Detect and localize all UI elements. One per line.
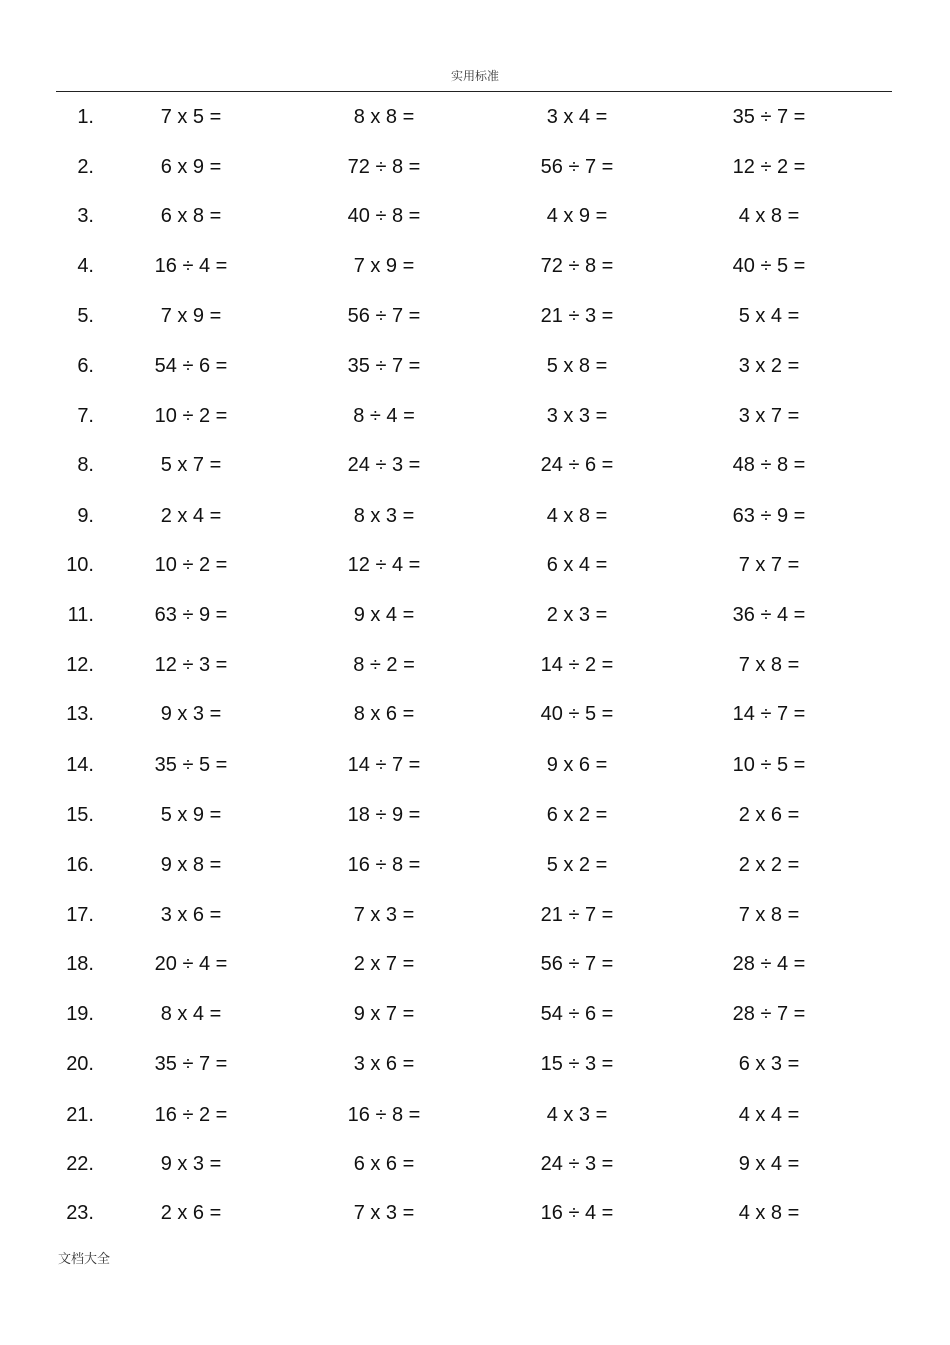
problem-row (0, 346, 950, 386)
problem-expression: 9 x 4 = (738, 1153, 800, 1175)
problem-expression: 4 x 3 = (546, 1104, 608, 1126)
problem-expression: 16 ÷ 4 = (154, 255, 228, 277)
problem-expression: 12 ÷ 2 = (732, 156, 806, 178)
problem-expression: 7 x 3 = (353, 904, 415, 926)
problem-row (0, 147, 950, 187)
problem-expression: 8 x 6 = (353, 703, 415, 725)
problem-expression: 8 x 8 = (353, 106, 415, 128)
problem-number: 18. (66, 953, 94, 975)
problem-expression: 9 x 3 = (160, 1153, 222, 1175)
problem-expression: 14 ÷ 7 = (347, 754, 421, 776)
problem-expression: 35 ÷ 7 = (154, 1053, 228, 1075)
problem-number: 23. (66, 1202, 94, 1224)
problem-expression: 8 ÷ 2 = (353, 654, 415, 676)
problem-expression: 5 x 4 = (738, 305, 800, 327)
problem-expression: 28 ÷ 7 = (732, 1003, 806, 1025)
problem-expression: 7 x 8 = (738, 904, 800, 926)
problem-expression: 3 x 3 = (546, 405, 608, 427)
problem-row (0, 895, 950, 935)
problem-expression: 16 ÷ 2 = (154, 1104, 228, 1126)
problem-expression: 2 x 6 = (160, 1202, 222, 1224)
problem-expression: 6 x 2 = (546, 804, 608, 826)
problem-row (0, 296, 950, 336)
problem-expression: 14 ÷ 7 = (732, 703, 806, 725)
problem-expression: 12 ÷ 3 = (154, 654, 228, 676)
problem-expression: 2 x 4 = (160, 505, 222, 527)
problem-number: 12. (66, 654, 94, 676)
problem-row (0, 795, 950, 835)
problem-row (0, 97, 950, 137)
problem-expression: 4 x 8 = (738, 205, 800, 227)
problem-expression: 35 ÷ 5 = (154, 754, 228, 776)
problem-expression: 4 x 8 = (546, 505, 608, 527)
problem-number: 13. (66, 703, 94, 725)
problem-expression: 7 x 9 = (353, 255, 415, 277)
problem-expression: 24 ÷ 6 = (540, 454, 614, 476)
problem-number: 11. (67, 604, 94, 626)
problem-expression: 9 x 8 = (160, 854, 222, 876)
problem-expression: 8 x 3 = (353, 505, 415, 527)
page-header: 实用标准 (450, 69, 499, 83)
problem-expression: 28 ÷ 4 = (732, 953, 806, 975)
page-footer: 文档大全 (58, 1252, 111, 1267)
problem-number: 6. (77, 355, 94, 377)
problem-expression: 4 x 8 = (738, 1202, 800, 1224)
problem-expression: 12 ÷ 4 = (347, 554, 421, 576)
problem-expression: 2 x 6 = (738, 804, 800, 826)
problem-expression: 72 ÷ 8 = (540, 255, 614, 277)
problem-expression: 2 x 2 = (738, 854, 800, 876)
problem-expression: 40 ÷ 8 = (347, 205, 421, 227)
problem-row (0, 246, 950, 286)
problem-expression: 40 ÷ 5 = (732, 255, 806, 277)
problem-number: 17. (66, 904, 94, 926)
problem-expression: 2 x 3 = (546, 604, 608, 626)
problem-expression: 54 ÷ 6 = (540, 1003, 614, 1025)
problem-number: 20. (66, 1053, 94, 1075)
problem-expression: 6 x 3 = (738, 1053, 800, 1075)
problem-expression: 35 ÷ 7 = (732, 106, 806, 128)
problem-number: 16. (66, 854, 94, 876)
problem-expression: 7 x 9 = (160, 305, 222, 327)
problem-number: 2. (77, 156, 94, 178)
problem-number: 5. (77, 305, 94, 327)
problem-expression: 16 ÷ 4 = (540, 1202, 614, 1224)
problem-row (0, 944, 950, 984)
problem-row (0, 1095, 950, 1135)
problem-number: 19. (66, 1003, 94, 1025)
problem-row (0, 496, 950, 536)
problem-expression: 4 x 9 = (546, 205, 608, 227)
problem-row (0, 845, 950, 885)
problem-expression: 5 x 2 = (546, 854, 608, 876)
problem-number: 15. (66, 804, 94, 826)
problem-row (0, 645, 950, 685)
problem-row (0, 196, 950, 236)
problem-expression: 6 x 4 = (546, 554, 608, 576)
problem-expression: 21 ÷ 3 = (540, 305, 614, 327)
problem-expression: 5 x 8 = (546, 355, 608, 377)
problem-expression: 63 ÷ 9 = (732, 505, 806, 527)
problem-expression: 24 ÷ 3 = (347, 454, 421, 476)
problem-row (0, 595, 950, 635)
problem-expression: 6 x 9 = (160, 156, 222, 178)
problem-expression: 56 ÷ 7 = (347, 305, 421, 327)
problem-number: 3. (77, 205, 94, 227)
problem-row (0, 545, 950, 585)
problem-expression: 63 ÷ 9 = (154, 604, 228, 626)
problem-expression: 9 x 3 = (160, 703, 222, 725)
problem-row (0, 445, 950, 485)
problem-expression: 5 x 7 = (160, 454, 222, 476)
problem-expression: 14 ÷ 2 = (540, 654, 614, 676)
problem-expression: 9 x 4 = (353, 604, 415, 626)
problem-expression: 16 ÷ 8 = (347, 1104, 421, 1126)
problem-number: 4. (77, 255, 94, 277)
problem-row (0, 1044, 950, 1084)
problem-expression: 18 ÷ 9 = (347, 804, 421, 826)
problem-expression: 3 x 6 = (160, 904, 222, 926)
problem-expression: 3 x 2 = (738, 355, 800, 377)
problem-expression: 35 ÷ 7 = (347, 355, 421, 377)
problem-expression: 9 x 7 = (353, 1003, 415, 1025)
problem-number: 22. (66, 1153, 94, 1175)
problem-expression: 4 x 4 = (738, 1104, 800, 1126)
problem-expression: 8 x 4 = (160, 1003, 222, 1025)
problem-expression: 54 ÷ 6 = (154, 355, 228, 377)
problem-expression: 7 x 7 = (738, 554, 800, 576)
problem-number: 14. (66, 754, 94, 776)
problem-expression: 20 ÷ 4 = (154, 953, 228, 975)
problem-expression: 3 x 4 = (546, 106, 608, 128)
problem-expression: 40 ÷ 5 = (540, 703, 614, 725)
problem-expression: 6 x 8 = (160, 205, 222, 227)
problem-row (0, 994, 950, 1034)
problem-expression: 56 ÷ 7 = (540, 953, 614, 975)
problem-expression: 16 ÷ 8 = (347, 854, 421, 876)
problem-number: 8. (77, 454, 94, 476)
problem-row (0, 1193, 950, 1233)
problem-expression: 10 ÷ 2 = (154, 405, 228, 427)
problem-expression: 7 x 5 = (160, 106, 222, 128)
problem-expression: 5 x 9 = (160, 804, 222, 826)
problem-row (0, 1144, 950, 1184)
problem-expression: 6 x 6 = (353, 1153, 415, 1175)
problem-expression: 56 ÷ 7 = (540, 156, 614, 178)
problem-expression: 72 ÷ 8 = (347, 156, 421, 178)
problem-expression: 7 x 3 = (353, 1202, 415, 1224)
problem-expression: 21 ÷ 7 = (540, 904, 614, 926)
problem-row (0, 694, 950, 734)
problem-number: 21. (66, 1104, 94, 1126)
problem-expression: 8 ÷ 4 = (353, 405, 415, 427)
problem-expression: 9 x 6 = (546, 754, 608, 776)
problem-expression: 3 x 7 = (738, 405, 800, 427)
problem-expression: 15 ÷ 3 = (540, 1053, 614, 1075)
problem-number: 7. (77, 405, 94, 427)
problem-expression: 2 x 7 = (353, 953, 415, 975)
problem-expression: 7 x 8 = (738, 654, 800, 676)
problem-expression: 10 ÷ 2 = (154, 554, 228, 576)
problem-expression: 3 x 6 = (353, 1053, 415, 1075)
header-rule (56, 91, 892, 92)
problem-number: 1. (77, 106, 94, 128)
problem-number: 9. (77, 505, 94, 527)
problem-expression: 24 ÷ 3 = (540, 1153, 614, 1175)
problem-expression: 48 ÷ 8 = (732, 454, 806, 476)
problem-row (0, 745, 950, 785)
problem-expression: 10 ÷ 5 = (732, 754, 806, 776)
problem-expression: 36 ÷ 4 = (732, 604, 806, 626)
problem-row (0, 396, 950, 436)
problem-number: 10. (66, 554, 94, 576)
